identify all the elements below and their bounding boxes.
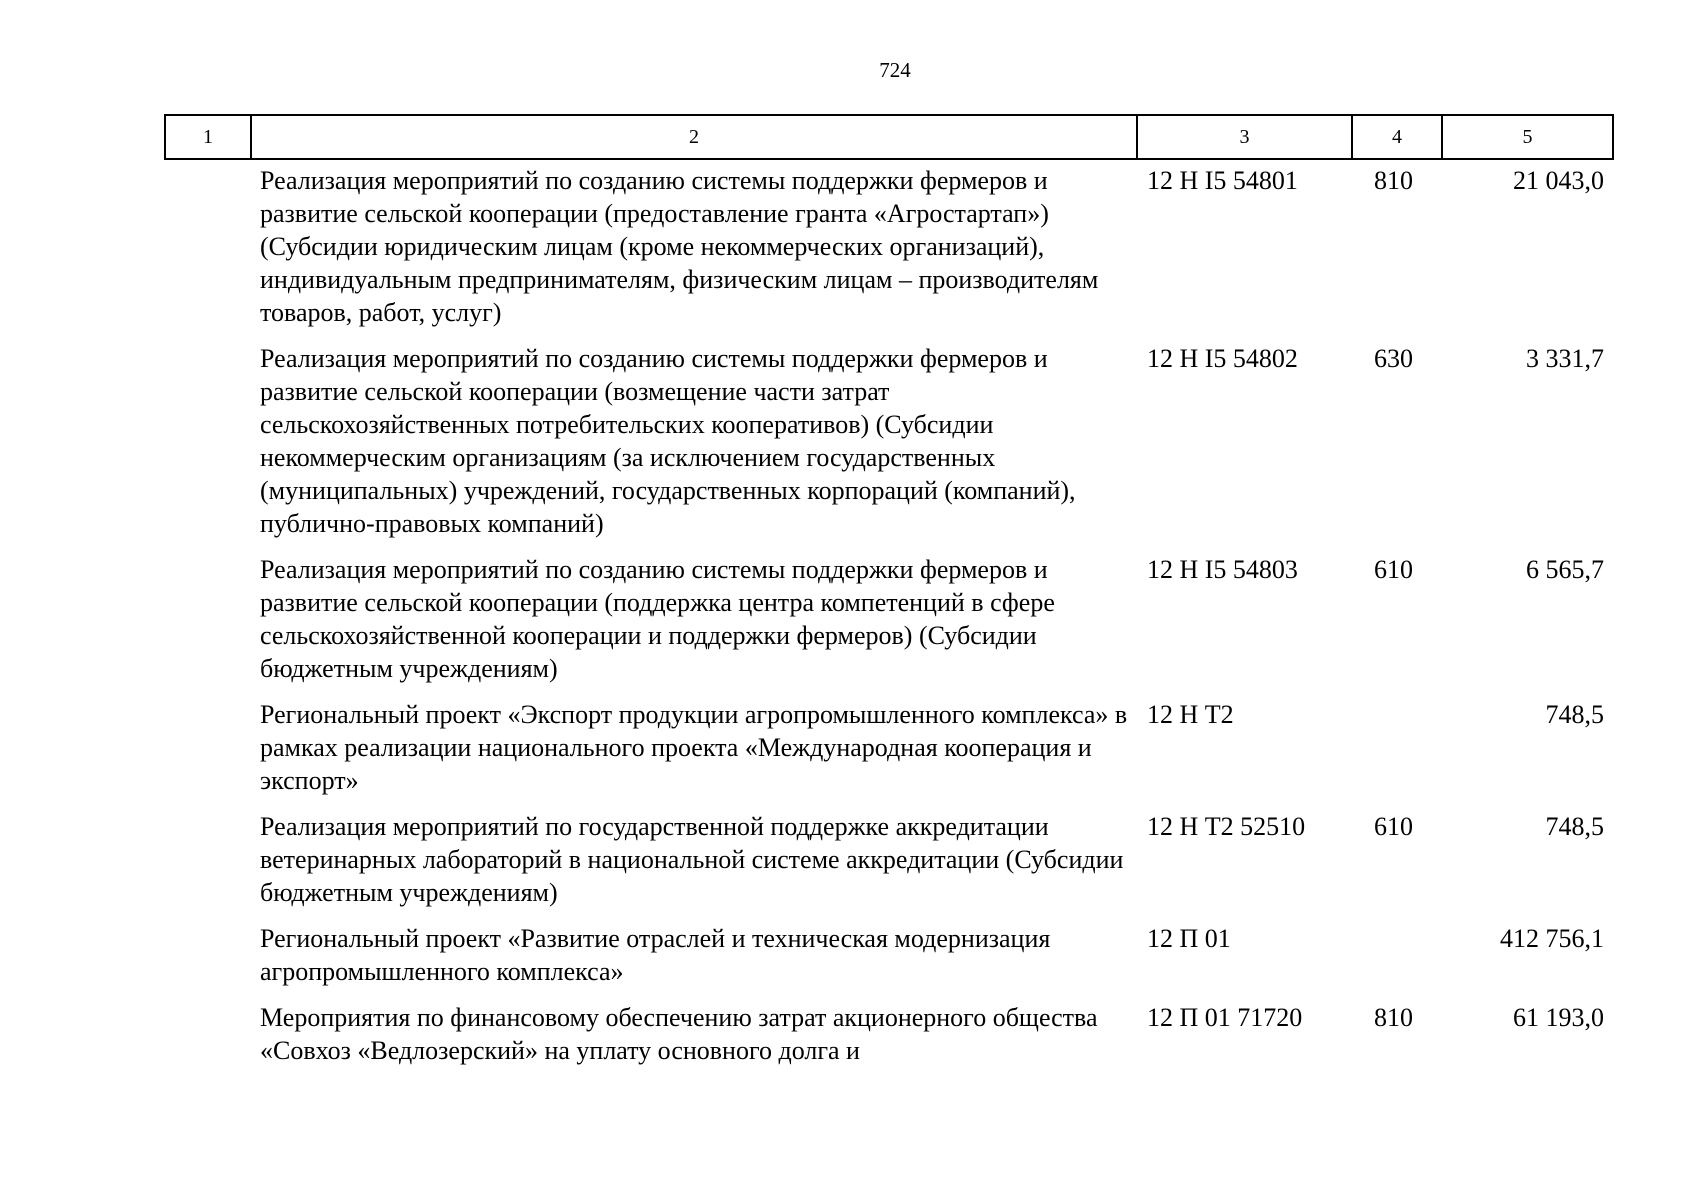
row-code: 12 П 01 71720: [1147, 1003, 1303, 1032]
table-row: [165, 810, 1613, 922]
row-name: Региональный проект «Развитие отраслей и техническая модернизация агропромышленного комплекса»: [260, 924, 1051, 986]
table-row: [165, 698, 1613, 810]
row-number-cell: [165, 553, 251, 698]
table-row: [165, 342, 1613, 553]
header-col-5: 5: [1442, 115, 1613, 159]
row-sum: 3 331,7: [1526, 344, 1604, 373]
header-col-3: 3: [1137, 115, 1352, 159]
row-number-cell: [165, 922, 251, 1001]
row-number-cell: [165, 698, 251, 810]
table-body: [165, 159, 1613, 1080]
table-header: [165, 115, 1613, 159]
row-sum: 412 756,1: [1500, 924, 1604, 953]
row-expense-type: [1352, 922, 1442, 1001]
header-row: [165, 115, 1613, 159]
row-sum: 748,5: [1545, 812, 1604, 841]
table-row: [165, 922, 1613, 1001]
page-number: 724: [879, 58, 911, 82]
row-expense-type: 610: [1374, 812, 1413, 841]
row-code: 12 Н Т2: [1147, 700, 1234, 729]
table-row: [165, 159, 1613, 342]
row-code: 12 П 01: [1147, 924, 1231, 953]
row-name: Реализация мероприятий по созданию системы поддержки фермеров и развитие сельской кооперации (поддержка центра компетенций в сфере сельскохозяйственной кооперации и поддержки фермеров) (Субсидии бюджетным учреждениям): [260, 555, 1055, 683]
row-code: 12 Н I5 54803: [1147, 555, 1298, 584]
row-name: Реализация мероприятий по государственной поддержке аккредитации ветеринарных лабораторий в национальной системе аккредитации (Субсидии бюджетным учреждениям): [260, 812, 1124, 907]
row-expense-type: 810: [1374, 1003, 1413, 1032]
row-sum: 61 193,0: [1513, 1003, 1604, 1032]
row-sum: 6 565,7: [1526, 555, 1604, 584]
row-number-cell: [165, 1001, 251, 1080]
row-sum: 748,5: [1545, 700, 1604, 729]
budget-table: [164, 114, 1614, 1080]
row-sum: 21 043,0: [1513, 166, 1604, 195]
row-expense-type: 610: [1374, 555, 1413, 584]
row-name: Реализация мероприятий по созданию системы поддержки фермеров и развитие сельской кооперации (возмещение части затрат сельскохозяйственных потребительских кооперативов) (Субсидии некоммерческим организациям (за исключением государственных (муниципальных) учреждений, государственных корпораций (компаний), публично-правовых компаний): [260, 344, 1076, 538]
header-col-2: 2: [251, 115, 1137, 159]
row-number-cell: [165, 810, 251, 922]
row-name: Реализация мероприятий по созданию системы поддержки фермеров и развитие сельской кооперации (предоставление гранта «Агростартап») (Субсидии юридическим лицам (кроме некоммерческих организаций), индивидуальным предпринимателям, физическим лицам – производителям товаров, работ, услуг): [260, 166, 1099, 327]
row-code: 12 Н I5 54801: [1147, 166, 1298, 195]
header-col-1: 1: [165, 115, 251, 159]
row-number-cell: [165, 342, 251, 553]
table-row: [165, 553, 1613, 698]
row-name: Региональный проект «Экспорт продукции агропромышленного комплекса» в рамках реализации национального проекта «Международная кооперация и экспорт»: [260, 700, 1128, 795]
row-code: 12 Н I5 54802: [1147, 344, 1298, 373]
row-expense-type: 630: [1374, 344, 1413, 373]
row-code: 12 Н Т2 52510: [1147, 812, 1306, 841]
row-expense-type: 810: [1374, 166, 1413, 195]
header-col-4: 4: [1352, 115, 1442, 159]
table-row: [165, 1001, 1613, 1080]
row-expense-type: [1352, 698, 1442, 810]
row-name: Мероприятия по финансовому обеспечению затрат акционерного общества «Совхоз «Ведлозерский» на уплату основного долга и: [260, 1003, 1098, 1065]
row-number-cell: [165, 159, 251, 342]
